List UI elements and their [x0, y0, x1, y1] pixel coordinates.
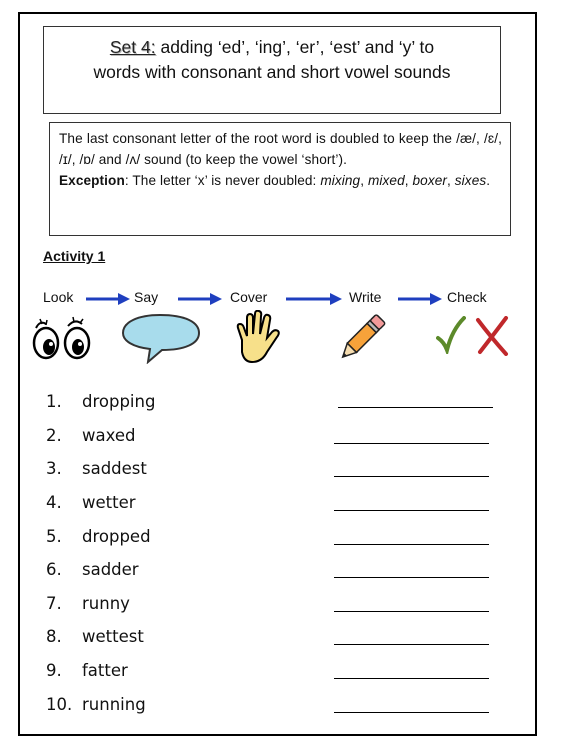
arrow-right-icon: [86, 292, 130, 306]
answer-line[interactable]: [334, 510, 489, 511]
step-look: Look: [43, 289, 74, 305]
item-number: 7.: [46, 594, 62, 613]
answer-line[interactable]: [338, 407, 493, 408]
separator: ,: [360, 173, 368, 188]
rule-box: [49, 122, 511, 236]
answer-line[interactable]: [334, 476, 489, 477]
title-line-2: words with consonant and short vowel sounds: [93, 62, 451, 82]
item-number: 8.: [46, 627, 62, 646]
list-item: [46, 493, 506, 517]
item-number: 5.: [46, 527, 62, 546]
arrow-right-icon: [178, 292, 222, 306]
item-number: 4.: [46, 493, 62, 512]
item-number: 1.: [46, 392, 62, 411]
step-check: Check: [447, 289, 487, 305]
answer-line[interactable]: [334, 712, 489, 713]
answer-line[interactable]: [334, 577, 489, 578]
separator: .: [486, 173, 491, 188]
list-item: [46, 594, 506, 618]
spelling-word: wettest: [82, 627, 144, 646]
item-number: 10.: [46, 695, 73, 714]
spelling-word: sadder: [82, 560, 139, 579]
item-number: 2.: [46, 426, 62, 445]
step-write: Write: [349, 289, 382, 305]
arrow-right-icon: [398, 292, 442, 306]
answer-line[interactable]: [334, 611, 489, 612]
exception-label: Exception: [59, 173, 125, 188]
item-number: 3.: [46, 459, 62, 478]
cross-icon: [472, 316, 512, 356]
separator: ,: [404, 173, 413, 188]
list-item: [46, 695, 506, 719]
example-word: mixed: [367, 173, 405, 188]
activity-title: Activity 1: [43, 248, 106, 264]
answer-line[interactable]: [334, 644, 489, 645]
title-text: adding ‘ed’, ‘ing’, ‘er’, ‘est’ and ‘y’ to: [155, 37, 435, 57]
list-item: [46, 527, 506, 551]
hand-icon: [232, 310, 282, 366]
exception-text: : The letter ‘x’ is never doubled:: [124, 173, 321, 188]
spelling-word: saddest: [82, 459, 147, 478]
step-say: Say: [134, 289, 159, 305]
list-item: [46, 627, 506, 651]
spelling-word: dropped: [82, 527, 151, 546]
list-item: [46, 459, 506, 483]
example-word: sixes: [454, 173, 487, 188]
answer-line[interactable]: [334, 544, 489, 545]
pencil-icon: [334, 314, 386, 364]
title-line-1: [44, 35, 500, 60]
spelling-word: runny: [82, 594, 130, 613]
spelling-word: dropping: [82, 392, 156, 411]
list-item: [46, 392, 506, 416]
spelling-word: fatter: [82, 661, 128, 680]
rule-text: The last consonant letter of the root word is doubled to keep the /æ/, /ɛ/, /ɪ/, /ɒ/ and /ʌ/ sound (to keep the vowel ‘short’).: [59, 131, 502, 167]
speech-bubble-icon: [120, 312, 202, 364]
spelling-word: wetter: [82, 493, 136, 512]
set-label: Set 4:: [109, 37, 156, 57]
spelling-word: waxed: [82, 426, 136, 445]
step-cover: Cover: [230, 289, 268, 305]
eyes-icon: [30, 316, 96, 362]
list-item: [46, 426, 506, 450]
title-box: [43, 26, 501, 114]
example-word: boxer: [412, 173, 448, 188]
list-item: [46, 560, 506, 584]
separator: ,: [447, 173, 455, 188]
item-number: 6.: [46, 560, 62, 579]
list-item: [46, 661, 506, 685]
tick-icon: [436, 316, 466, 354]
answer-line[interactable]: [334, 678, 489, 679]
example-word: mixing: [320, 173, 361, 188]
answer-line[interactable]: [334, 443, 489, 444]
spelling-word: running: [82, 695, 146, 714]
arrow-right-icon: [286, 292, 342, 306]
item-number: 9.: [46, 661, 62, 680]
